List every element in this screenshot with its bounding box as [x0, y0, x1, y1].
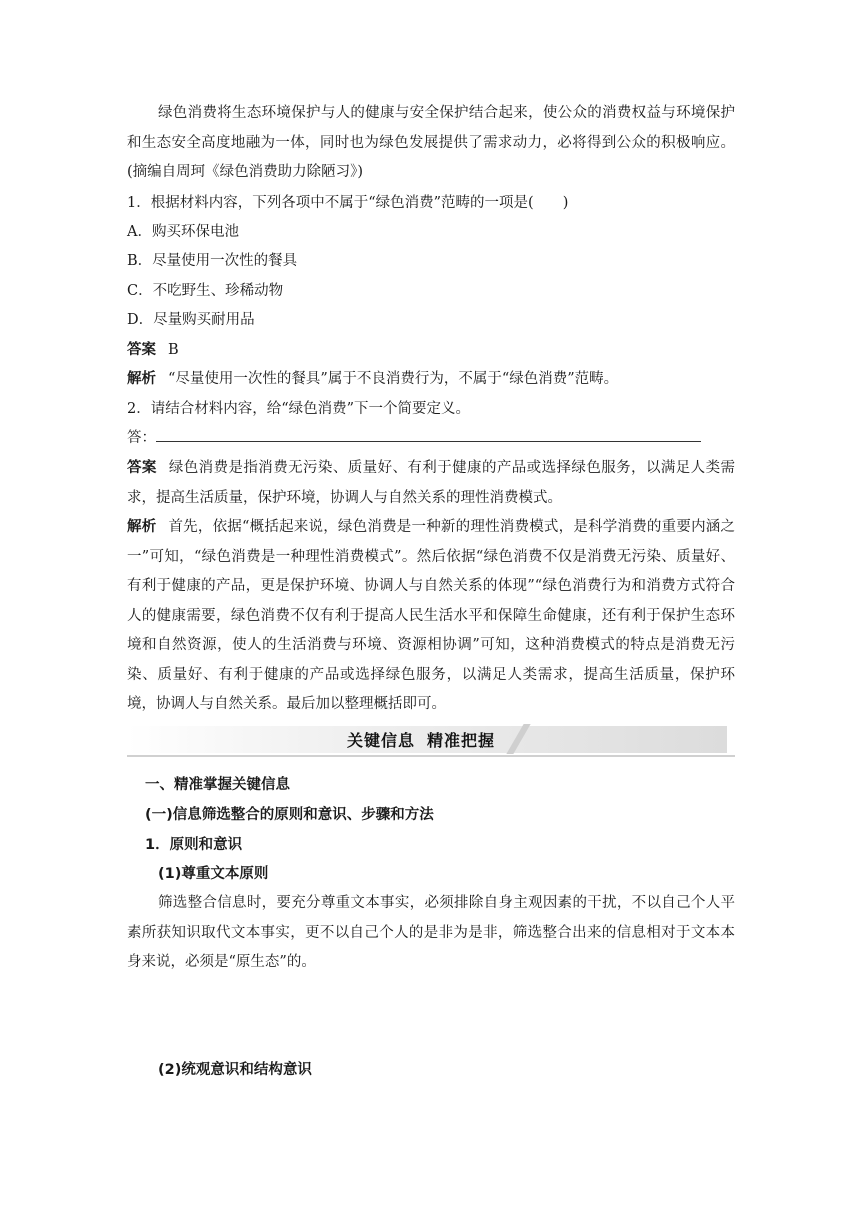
q2-answer-line: [127, 428, 735, 448]
banner-title-part2: 精准把握: [427, 731, 496, 750]
q2-stem: 2．请结合材料内容，给“绿色消费”下一个简要定义。: [127, 401, 471, 417]
answer-label: 答案: [127, 460, 157, 476]
q2-analysis-paragraph: [127, 513, 735, 720]
section-banner: [127, 722, 735, 758]
banner-title: [347, 728, 495, 751]
heading-level3: 1．原则和意识: [145, 837, 243, 853]
q1-option-b: B．尽量使用一次性的餐具: [127, 253, 298, 269]
q2-analysis-text: 首先，依据“概括起来说，绿色消费是一种新的理性消费模式，是科学消费的重要内涵之一”可知，“绿色消费是一种理性消费模式”。然后依据“绿色消费不仅是消费无污染、质量好、有利于健康的产品，更是保护环境、协调人与自然关系的体现”“绿色消费行为和消费方式符合人的健康需要，绿色消费不仅有利于提高人民生活水平和保障生命健康，还有利于保护生态环境和自然资源，使人的生活消费与环境、资源相协调”可知，这种消费模式的特点是消费无污染、质量好、有利于健康的产品或选择绿色服务，以满足人类需求，提高生活质量，保护环境，协调人与自然关系。最后加以整理概括即可。: [127, 519, 735, 712]
q2-answer-text: 绿色消费是指消费无污染、质量好、有利于健康的产品或选择绿色服务，以满足人类需求，提高生活质量，保护环境，协调人与自然关系的理性消费模式。: [127, 460, 736, 506]
q1-stem: 1．根据材料内容，下列各项中不属于“绿色消费”范畴的一项是( ): [127, 195, 569, 211]
q1-analysis-row: [127, 369, 735, 389]
q1-analysis-text: “尽量使用一次性的餐具”属于不良消费行为，不属于“绿色消费”范畴。: [168, 371, 619, 387]
banner-underline: [127, 755, 735, 757]
analysis-label: 解析: [127, 519, 157, 535]
q1-answer-row: [127, 340, 735, 360]
q1-option-a: A．购买环保电池: [127, 224, 239, 240]
banner-title-part1: 关键信息: [347, 731, 416, 750]
answer-blank[interactable]: [156, 429, 701, 442]
answer-prompt: 答：: [127, 430, 156, 446]
heading-level4-next: (2)统观意识和结构意识: [158, 1062, 312, 1078]
section-paragraph: 筛选整合信息时，要充分尊重文本事实，必须排除自身主观因素的干扰，不以自己个人平素所获知识取代文本事实，更不以自己个人的是非为是非，筛选整合出来的信息相对于文本本身来说，必须是“原生态”的。: [127, 895, 735, 970]
heading-level1: 一、精准掌握关键信息: [145, 777, 290, 793]
heading-level2: (一)信息筛选整合的原则和意识、步骤和方法: [145, 807, 434, 823]
q1-option-d: D．尽量购买耐用品: [127, 312, 255, 328]
analysis-label: 解析: [127, 371, 156, 387]
heading-level4: (1)尊重文本原则: [158, 866, 269, 882]
q1-option-c: C．不吃野生、珍稀动物: [127, 283, 284, 299]
q2-answer-paragraph: [127, 454, 735, 513]
q1-answer-value: B: [168, 342, 179, 358]
answer-label: 答案: [127, 342, 156, 358]
intro-paragraph: 绿色消费将生态环境保护与人的健康与安全保护结合起来，使公众的消费权益与环境保护和生态安全高度地融为一体，同时也为绿色发展提供了需求动力，必将得到公众的积极响应。(摘编自周珂《绿色消费助力除陋习》): [127, 105, 735, 180]
